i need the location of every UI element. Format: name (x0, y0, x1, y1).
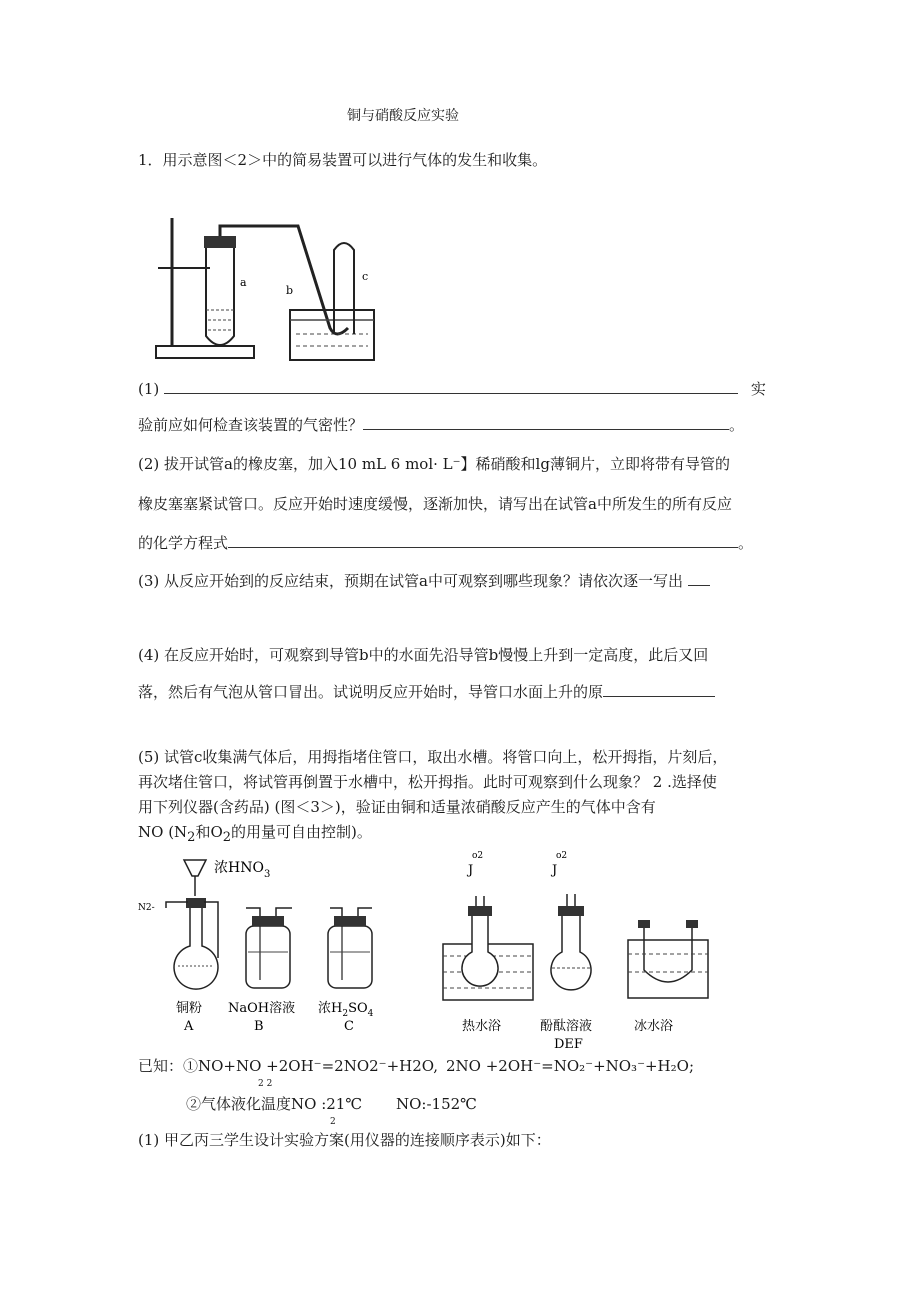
label-b: B (254, 1019, 264, 1034)
j-label-e: J (552, 863, 558, 878)
question-1-intro: 1．用示意图＜2＞中的简易装置可以进行气体的发生和收集。 (138, 151, 548, 169)
answer-blank[interactable] (228, 532, 738, 548)
q1-part5-line1: (5) 试管c收集满气体后，用拇指堵住管口，取出水槽。将管口向上，松开拇指，片刻后， (138, 748, 728, 766)
label-b: b (286, 284, 294, 297)
q1-part2-line3: 的化学方程式 。 (138, 534, 754, 552)
label-def: DEF (554, 1037, 583, 1052)
figure-1-apparatus (150, 210, 380, 370)
label-f: 冰水浴 (634, 1019, 674, 1034)
answer-blank[interactable] (603, 681, 715, 697)
label-c: c (362, 270, 369, 283)
q2-intro-line2: NO ($N_2$和$O_2$的用量可自由控制)。 (138, 823, 372, 845)
q1-part4-line2: 落，然后有气泡从管口冒出。试说明反应开始时，导管口水面上升的原 (138, 681, 715, 702)
label-a: a (240, 276, 247, 289)
o2-label-e: o2 (556, 851, 568, 861)
q1-part5-line2: 再次堵住管口，将试管再倒置于水槽中，松开拇指。此时可观察到什么现象？ 2 .选择使 (138, 773, 717, 791)
label-b-reagent: NaOH溶液 (228, 1001, 296, 1016)
answer-blank[interactable] (363, 414, 729, 430)
o2-label-d: o2 (472, 851, 484, 861)
known-line1a: 已知：①NO+NO +2OH⁻=2NO2⁻+H2O, (138, 1057, 438, 1075)
n2-label: N2- (138, 903, 155, 913)
known-line2b: NO:-152℃ (396, 1095, 477, 1113)
label-a-reagent: 铜粉 (176, 1001, 203, 1016)
answer-blank[interactable] (688, 570, 710, 586)
q2-part1: (1) 甲乙丙三学生设计实验方案(用仪器的连接顺序表示)如下： (138, 1131, 551, 1149)
figure-2-apparatus (138, 848, 718, 1058)
q1-part1-line2: 验前应如何检查该装置的气密性？ 。 (138, 416, 745, 434)
label-d: 热水浴 (462, 1019, 502, 1034)
hno3-label: 浓$HNO_3$ (214, 860, 271, 880)
q1-part2-line2: 橡皮塞塞紧试管口。反应开始时速度缓慢，逐渐加快，请写出在试管a中所发生的所有反应 (138, 495, 732, 513)
label-a: A (184, 1019, 194, 1034)
label-c: C (344, 1019, 354, 1034)
q1-part3: (3) 从反应开始到的反应结束，预期在试管a中可观察到哪些现象？请依次逐一写出 (138, 570, 710, 591)
j-label-d: J (468, 863, 474, 878)
known-line2a: ②气体液化温度NO :21℃ (186, 1095, 363, 1113)
q1-part1-line1: (1) 实 (138, 380, 766, 398)
label-c-reagent: 浓$H_2SO_4$ (318, 1001, 374, 1019)
known-line2-subscript: 2 (330, 1117, 336, 1127)
answer-blank[interactable] (164, 378, 738, 394)
known-line1-subscript: 2 2 (258, 1079, 273, 1089)
q1-part2-line1: (2) 拔开试管a的橡皮塞，加入10 mL 6 mol· L⁻】稀硝酸和lg薄铜片，立即将带有导管的 (138, 455, 730, 473)
known-line1b: 2NO +2OH⁻=NO₂⁻+NO₃⁻+H₂O; (446, 1057, 694, 1075)
label-e: 酚酞溶液 (540, 1019, 593, 1034)
q1-part4-line1: (4) 在反应开始时，可观察到导管b中的水面先沿导管b慢慢上升到一定高度，此后又回 (138, 646, 709, 664)
page-title: 铜与硝酸反应实验 (347, 108, 459, 124)
q2-intro: 用下列仪器(含药品) (图＜3＞)，验证由铜和适量浓硝酸反应产生的气体中含有 (138, 798, 656, 816)
